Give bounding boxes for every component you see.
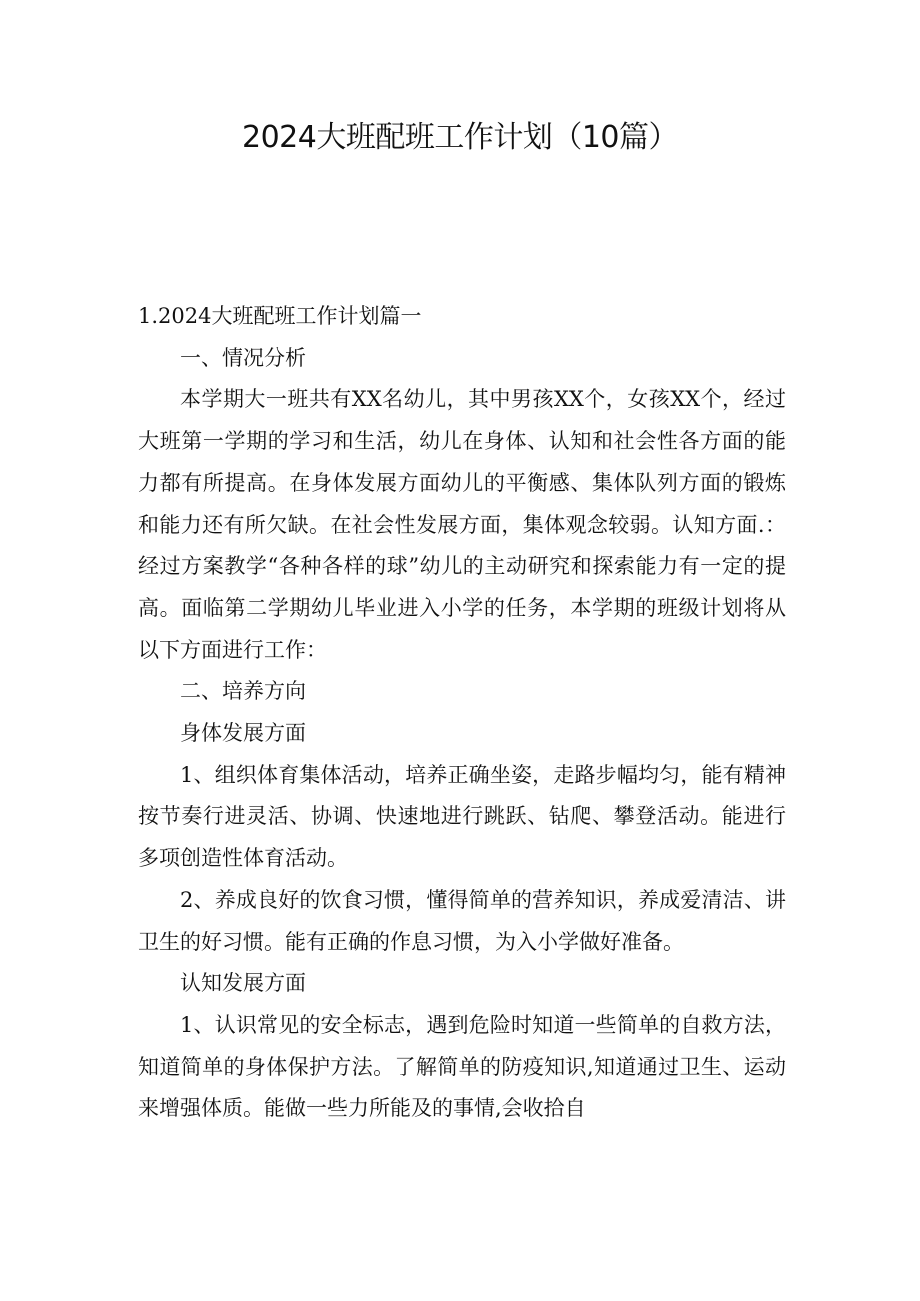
heading-training-direction: 二、培养方向 — [180, 679, 306, 704]
subheading-physical-development: 身体发展方面 — [180, 721, 306, 746]
document-title: 2024大班配班工作计划（10篇） — [241, 120, 679, 155]
paragraph-physical-2: 2、养成良好的饮食习惯，懂得简单的营养知识，养成爱清洁、讲卫生的好习惯。能有正确的作息习惯，为入小学做好准备。 — [138, 887, 786, 954]
heading-situation-analysis: 一、情况分析 — [180, 345, 306, 370]
paragraph-physical-1: 1、组织体育集体活动，培养正确坐姿，走路步幅均匀，能有精神按节奏行进灵活、协调、快速地进行跳跃、钻爬、攀登活动。能进行多项创造性体育活动。 — [138, 762, 786, 871]
paragraph-cognitive-1: 1、认识常见的安全标志，遇到危险时知道一些简单的自救方法，知道简单的身体保护方法。了解简单的防疫知识,知道通过卫生、运动来增强体质。能做一些力所能及的事情,会收拾自 — [138, 1012, 786, 1121]
subheading-cognitive-development: 认知发展方面 — [180, 971, 306, 996]
section-heading: 1.2024大班配班工作计划篇一 — [138, 304, 422, 328]
document-body — [138, 296, 786, 1130]
paragraph-situation: 本学期大一班共有XX名幼儿，其中男孩XX个，女孩XX个，经过大班第一学期的学习和生活，幼儿在身体、认知和社会性各方面的能力都有所提高。在身体发展方面幼儿的平衡感、集体队列方面的锻炼和能力还有所欠缺。在社会性发展方面，集体观念较弱。认知方面.：经过方案教学“各种各样的球”幼儿的主动研究和探索能力有一定的提高。面临第二学期幼儿毕业进入小学的任务，本学期的班级计划将从以下方面进行工作： — [138, 387, 786, 662]
